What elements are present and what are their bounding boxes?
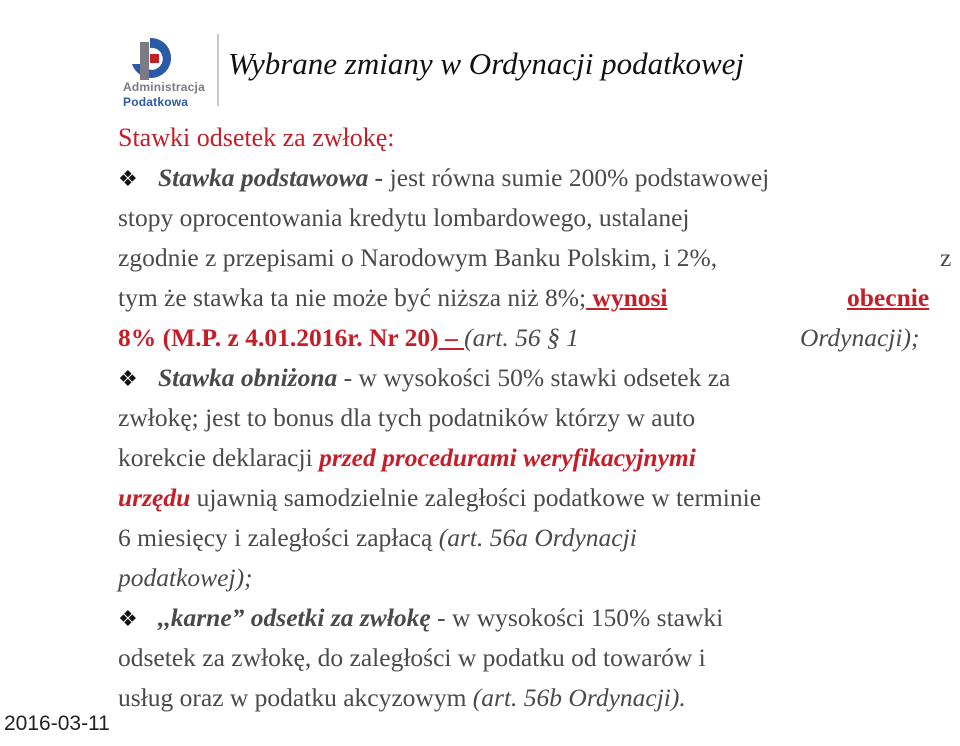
item1-line1: [118, 158, 958, 198]
item3-line1: [118, 598, 958, 638]
item1-line4a: tym że stawka ta nie może być niższa niż 8%;: [118, 283, 587, 312]
administracja-podatkowa-logo: [116, 34, 208, 110]
item1-line4: [118, 278, 958, 318]
item1-line2: stopy oprocentowania kredytu lombardowego, ustalanej: [118, 203, 690, 232]
item1-line5c: (art. 56 § 1: [464, 323, 579, 352]
item3-line3: [118, 678, 958, 718]
item2-line1: [118, 358, 958, 398]
slide-body: [118, 118, 958, 718]
bullet-icon: ❖: [118, 366, 138, 391]
section-heading: Stawki odsetek za zwłokę:: [118, 123, 395, 152]
item1-lead: Stawka podstawowa -: [158, 163, 384, 192]
slide-date: 2016-03-11: [4, 712, 110, 735]
item3-lead: ,,karne” odsetki za zwłokę: [158, 603, 431, 632]
item2-text1: - w wysokości 50% stawki odsetek za: [337, 363, 731, 392]
item3-line2: odsetek za zwłokę, do zaległości w podatku od towarów i: [118, 643, 706, 672]
item1-line5d: Ordynacji);: [800, 323, 920, 352]
item2-line3: [118, 438, 958, 478]
item3-text1: - w wysokości 150% stawki: [430, 603, 724, 632]
item2-line3a: korekcie deklaracji: [118, 443, 320, 472]
logo-name-line2: Podatkowa: [123, 95, 189, 109]
item2-line5b: (art. 56a Ordynacji: [438, 523, 637, 552]
item1-line3: [118, 238, 958, 278]
item1-line4b: wynosi: [586, 283, 668, 312]
item2-line5a: 6 miesięcy i zaległości zapłacą: [118, 523, 439, 552]
item1-line5a: 8% (M.P. z 4.01.2016r. Nr 20): [118, 323, 439, 352]
item1-text1: jest równa sumie 200% podstawowej: [383, 163, 770, 192]
bullet-icon: ❖: [118, 606, 138, 631]
item1-line5b: –: [438, 323, 465, 352]
item1-line5: [118, 318, 958, 358]
logo-name-line1: Administracja: [123, 80, 205, 94]
item3-line3b: (art. 56b Ordynacji).: [472, 683, 686, 712]
header-divider: [217, 34, 219, 106]
item1-line4c: obecnie: [847, 283, 930, 312]
item2-lead: Stawka obniżona: [158, 363, 338, 392]
item1-line3a: zgodnie z przepisami o Narodowym Banku Polskim, i 2%,: [118, 243, 718, 272]
item2-line4: [118, 478, 958, 518]
item1-line3b: z: [940, 243, 952, 272]
item2-line3b: przed procedurami weryfikacyjnymi: [319, 443, 696, 472]
item2-line6: podatkowej);: [118, 563, 253, 592]
item2-line5: [118, 518, 958, 558]
item3-line3a: usług oraz w podatku akcyzowym: [118, 683, 473, 712]
item2-line2: zwłokę; jest to bonus dla tych podatników którzy w auto: [118, 403, 696, 432]
item2-line4a: urzędu: [118, 483, 191, 512]
item2-line4b: ujawnią samodzielnie zaległości podatkowe w terminie: [190, 483, 762, 512]
logo-emblem-icon: [116, 34, 208, 82]
bullet-icon: ❖: [118, 166, 138, 191]
slide-title: Wybrane zmiany w Ordynacji podatkowej: [228, 46, 745, 81]
